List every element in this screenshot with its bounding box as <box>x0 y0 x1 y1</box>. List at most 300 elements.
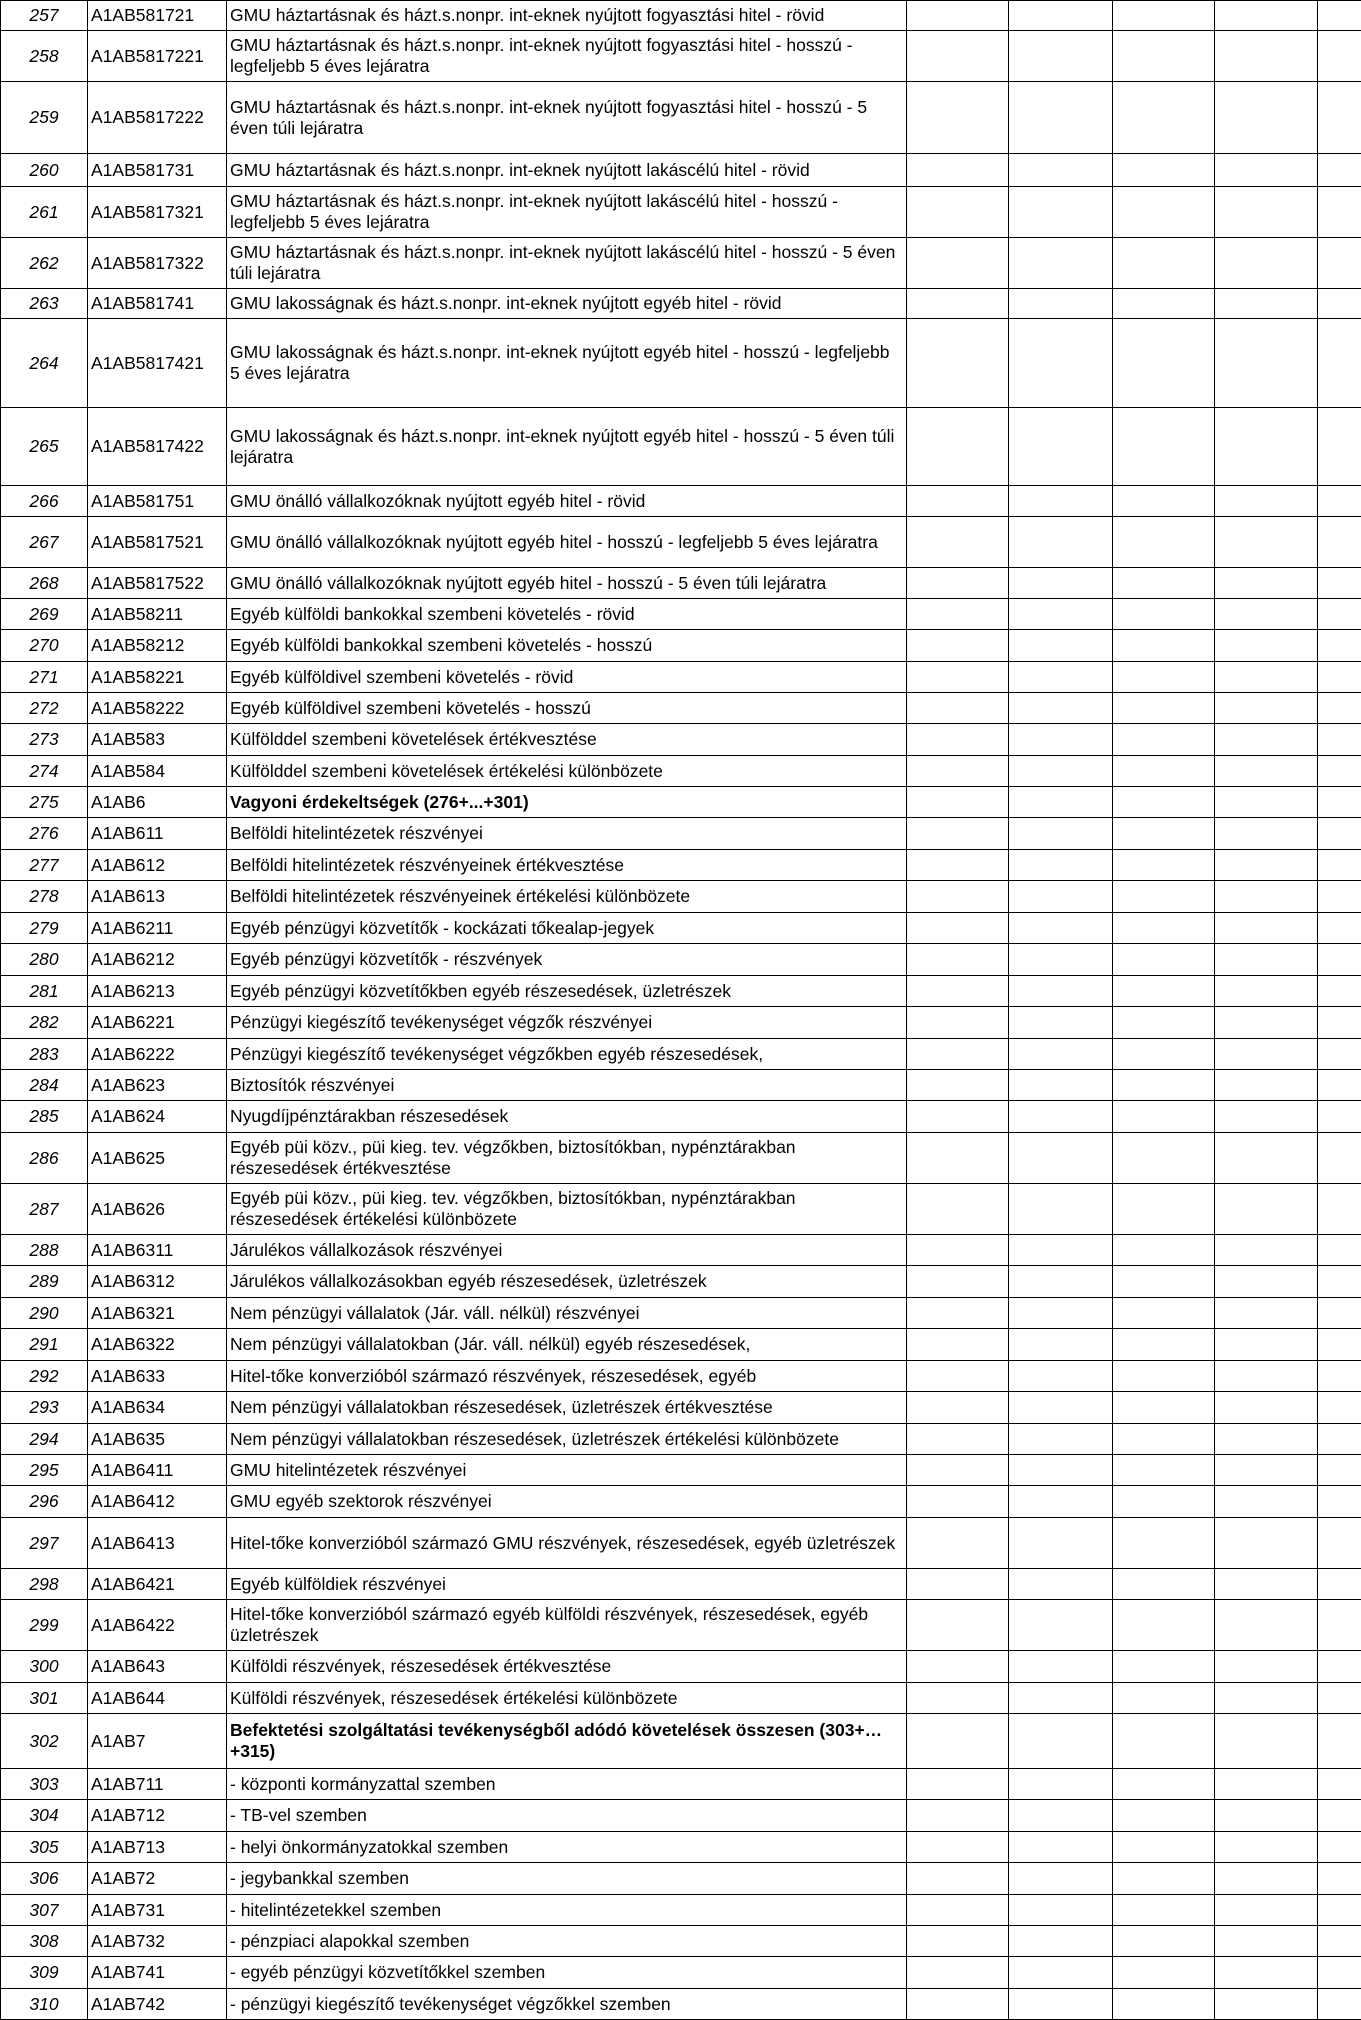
value-cell[interactable] <box>1215 944 1318 976</box>
value-cell[interactable] <box>1215 238 1318 289</box>
value-cell[interactable] <box>1215 1863 1318 1895</box>
value-cell[interactable] <box>1113 1957 1215 1989</box>
value-cell[interactable] <box>1113 818 1215 850</box>
value-cell[interactable] <box>1215 31 1318 82</box>
value-cell[interactable] <box>1009 1600 1113 1651</box>
value-cell[interactable] <box>1113 1 1215 31</box>
value-cell[interactable] <box>1009 1235 1113 1266</box>
value-cell[interactable] <box>1215 1424 1318 1455</box>
value-cell[interactable] <box>907 238 1009 289</box>
value-cell[interactable] <box>1113 1235 1215 1266</box>
row-number-cell: 277 <box>1 850 88 881</box>
value-cell[interactable] <box>907 31 1009 82</box>
value-cell[interactable] <box>1318 693 1361 724</box>
value-cell[interactable] <box>1215 1 1318 31</box>
value-cell[interactable] <box>907 1235 1009 1266</box>
value-cell[interactable] <box>1215 1298 1318 1329</box>
value-cell[interactable] <box>907 1266 1009 1298</box>
value-cell[interactable] <box>907 630 1009 662</box>
table-row <box>1 724 1361 756</box>
value-cell[interactable] <box>1009 1800 1113 1832</box>
value-cell[interactable] <box>1318 1832 1361 1863</box>
value-cell[interactable] <box>1215 319 1318 408</box>
row-number-cell: 268 <box>1 568 88 599</box>
value-cell[interactable] <box>1113 1832 1215 1863</box>
value-cell[interactable] <box>1215 1569 1318 1600</box>
value-cell[interactable] <box>1009 1266 1113 1298</box>
value-cell[interactable] <box>1318 913 1361 944</box>
value-cell[interactable] <box>1215 1957 1318 1989</box>
value-cell[interactable] <box>1009 1895 1113 1926</box>
value-cell[interactable] <box>1318 1361 1361 1392</box>
value-cell[interactable] <box>1113 976 1215 1007</box>
value-cell[interactable] <box>907 881 1009 913</box>
value-cell[interactable] <box>1318 976 1361 1007</box>
value-cell[interactable] <box>1009 693 1113 724</box>
value-cell[interactable] <box>1009 31 1113 82</box>
value-cell[interactable] <box>907 408 1009 486</box>
value-cell[interactable] <box>907 1518 1009 1569</box>
value-cell[interactable] <box>1318 1235 1361 1266</box>
value-cell[interactable] <box>1318 662 1361 693</box>
value-cell[interactable] <box>1113 1361 1215 1392</box>
value-cell[interactable] <box>1215 1235 1318 1266</box>
value-cell[interactable] <box>1215 724 1318 756</box>
code-cell: A1AB72 <box>88 1863 227 1895</box>
table-row <box>1 1518 1361 1569</box>
value-cell[interactable] <box>907 82 1009 154</box>
value-cell[interactable] <box>907 818 1009 850</box>
value-cell[interactable] <box>1215 1101 1318 1133</box>
row-number-cell: 303 <box>1 1769 88 1800</box>
row-number-cell: 299 <box>1 1600 88 1651</box>
value-cell[interactable] <box>1215 1714 1318 1769</box>
value-cell[interactable] <box>1318 1600 1361 1651</box>
row-number-cell: 288 <box>1 1235 88 1266</box>
value-cell[interactable] <box>1215 630 1318 662</box>
value-cell[interactable] <box>1215 913 1318 944</box>
value-cell[interactable] <box>1113 693 1215 724</box>
value-cell[interactable] <box>907 1600 1009 1651</box>
description-cell: Egyéb külföldi bankokkal szembeni követelés - rövid <box>227 599 907 630</box>
value-cell[interactable] <box>1215 881 1318 913</box>
value-cell[interactable] <box>1113 1486 1215 1518</box>
value-cell[interactable] <box>1113 1683 1215 1714</box>
value-cell[interactable] <box>907 1769 1009 1800</box>
row-number-cell: 301 <box>1 1683 88 1714</box>
value-cell[interactable] <box>907 1455 1009 1486</box>
value-cell[interactable] <box>1318 630 1361 662</box>
row-number-cell: 261 <box>1 187 88 238</box>
value-cell[interactable] <box>1318 1651 1361 1683</box>
value-cell[interactable] <box>1113 1600 1215 1651</box>
value-cell[interactable] <box>1009 787 1113 818</box>
value-cell[interactable] <box>1215 1329 1318 1361</box>
value-cell[interactable] <box>1009 881 1113 913</box>
value-cell[interactable] <box>1215 787 1318 818</box>
value-cell[interactable] <box>1318 1769 1361 1800</box>
value-cell[interactable] <box>907 787 1009 818</box>
value-cell[interactable] <box>1215 1361 1318 1392</box>
value-cell[interactable] <box>907 319 1009 408</box>
value-cell[interactable] <box>1318 818 1361 850</box>
value-cell[interactable] <box>1113 913 1215 944</box>
value-cell[interactable] <box>1113 31 1215 82</box>
value-cell[interactable] <box>1009 1486 1113 1518</box>
value-cell[interactable] <box>1009 818 1113 850</box>
value-cell[interactable] <box>1113 1392 1215 1424</box>
value-cell[interactable] <box>1009 187 1113 238</box>
value-cell[interactable] <box>1009 1039 1113 1070</box>
value-cell[interactable] <box>1113 1863 1215 1895</box>
value-cell[interactable] <box>1215 568 1318 599</box>
code-cell: A1AB742 <box>88 1989 227 2020</box>
row-number-cell: 270 <box>1 630 88 662</box>
value-cell[interactable] <box>1009 1683 1113 1714</box>
row-number-cell: 292 <box>1 1361 88 1392</box>
row-number-cell: 264 <box>1 319 88 408</box>
value-cell[interactable] <box>907 1039 1009 1070</box>
value-cell[interactable] <box>907 693 1009 724</box>
value-cell[interactable] <box>1009 913 1113 944</box>
code-cell: A1AB6411 <box>88 1455 227 1486</box>
value-cell[interactable] <box>1113 1133 1215 1184</box>
value-cell[interactable] <box>1215 693 1318 724</box>
value-cell[interactable] <box>907 1683 1009 1714</box>
value-cell[interactable] <box>1009 1863 1113 1895</box>
value-cell[interactable] <box>1215 187 1318 238</box>
table-row <box>1 913 1361 944</box>
value-cell[interactable] <box>907 1298 1009 1329</box>
value-cell[interactable] <box>1009 486 1113 517</box>
value-cell[interactable] <box>1113 82 1215 154</box>
value-cell[interactable] <box>1318 486 1361 517</box>
value-cell[interactable] <box>1318 187 1361 238</box>
value-cell[interactable] <box>1113 1101 1215 1133</box>
value-cell[interactable] <box>907 1957 1009 1989</box>
value-cell[interactable] <box>1113 944 1215 976</box>
value-cell[interactable] <box>1113 1895 1215 1926</box>
value-cell[interactable] <box>1113 662 1215 693</box>
value-cell[interactable] <box>1113 1039 1215 1070</box>
value-cell[interactable] <box>1009 517 1113 568</box>
value-cell[interactable] <box>1009 1 1113 31</box>
value-cell[interactable] <box>1009 154 1113 187</box>
value-cell[interactable] <box>1318 1895 1361 1926</box>
value-cell[interactable] <box>1318 724 1361 756</box>
code-cell: A1AB623 <box>88 1070 227 1101</box>
value-cell[interactable] <box>1318 238 1361 289</box>
description-cell: GMU háztartásnak és házt.s.nonpr. int-eknek nyújtott lakáscélú hitel - hosszú - 5 éven túli lejáratra <box>227 238 907 289</box>
value-cell[interactable] <box>1113 1800 1215 1832</box>
value-cell[interactable] <box>1215 408 1318 486</box>
value-cell[interactable] <box>1318 1070 1361 1101</box>
value-cell[interactable] <box>1113 1926 1215 1957</box>
value-cell[interactable] <box>1113 599 1215 630</box>
value-cell[interactable] <box>1215 1070 1318 1101</box>
value-cell[interactable] <box>1113 319 1215 408</box>
value-cell[interactable] <box>1215 1266 1318 1298</box>
value-cell[interactable] <box>1215 1039 1318 1070</box>
value-cell[interactable] <box>1009 1133 1113 1184</box>
value-cell[interactable] <box>907 1486 1009 1518</box>
value-cell[interactable] <box>1318 1714 1361 1769</box>
code-cell: A1AB5817222 <box>88 82 227 154</box>
value-cell[interactable] <box>1113 289 1215 319</box>
value-cell[interactable] <box>1215 1895 1318 1926</box>
value-cell[interactable] <box>907 1989 1009 2020</box>
value-cell[interactable] <box>1009 1455 1113 1486</box>
value-cell[interactable] <box>1009 408 1113 486</box>
value-cell[interactable] <box>1009 1361 1113 1392</box>
value-cell[interactable] <box>1009 630 1113 662</box>
value-cell[interactable] <box>1113 630 1215 662</box>
value-cell[interactable] <box>907 1569 1009 1600</box>
value-cell[interactable] <box>1318 1392 1361 1424</box>
value-cell[interactable] <box>1318 1039 1361 1070</box>
value-cell[interactable] <box>1318 1007 1361 1039</box>
value-cell[interactable] <box>1009 1926 1113 1957</box>
value-cell[interactable] <box>907 568 1009 599</box>
value-cell[interactable] <box>1009 1714 1113 1769</box>
table-row <box>1 1651 1361 1683</box>
value-cell[interactable] <box>1113 787 1215 818</box>
value-cell[interactable] <box>1009 238 1113 289</box>
value-cell[interactable] <box>1318 1863 1361 1895</box>
value-cell[interactable] <box>1113 408 1215 486</box>
value-cell[interactable] <box>1009 850 1113 881</box>
value-cell[interactable] <box>907 1714 1009 1769</box>
value-cell[interactable] <box>1009 1957 1113 1989</box>
value-cell[interactable] <box>1318 319 1361 408</box>
value-cell[interactable] <box>1318 517 1361 568</box>
value-cell[interactable] <box>1318 1800 1361 1832</box>
value-cell[interactable] <box>907 486 1009 517</box>
value-cell[interactable] <box>1009 1569 1113 1600</box>
value-cell[interactable] <box>907 724 1009 756</box>
value-cell[interactable] <box>907 944 1009 976</box>
value-cell[interactable] <box>1113 187 1215 238</box>
value-cell[interactable] <box>1113 1769 1215 1800</box>
value-cell[interactable] <box>907 1832 1009 1863</box>
value-cell[interactable] <box>1113 1184 1215 1235</box>
value-cell[interactable] <box>907 289 1009 319</box>
value-cell[interactable] <box>1009 319 1113 408</box>
value-cell[interactable] <box>1318 881 1361 913</box>
value-cell[interactable] <box>1009 1329 1113 1361</box>
row-number-cell: 281 <box>1 976 88 1007</box>
value-cell[interactable] <box>1113 1455 1215 1486</box>
value-cell[interactable] <box>1318 1926 1361 1957</box>
value-cell[interactable] <box>1215 1007 1318 1039</box>
value-cell[interactable] <box>907 187 1009 238</box>
value-cell[interactable] <box>1318 1518 1361 1569</box>
value-cell[interactable] <box>907 1329 1009 1361</box>
value-cell[interactable] <box>1215 1769 1318 1800</box>
value-cell[interactable] <box>1009 1769 1113 1800</box>
description-cell: Járulékos vállalkozásokban egyéb részesedések, üzletrészek <box>227 1266 907 1298</box>
value-cell[interactable] <box>907 1101 1009 1133</box>
value-cell[interactable] <box>1009 1989 1113 2020</box>
value-cell[interactable] <box>1113 1651 1215 1683</box>
value-cell[interactable] <box>907 1392 1009 1424</box>
value-cell[interactable] <box>907 1424 1009 1455</box>
value-cell[interactable] <box>1318 1 1361 31</box>
value-cell[interactable] <box>907 1926 1009 1957</box>
value-cell[interactable] <box>1009 756 1113 787</box>
value-cell[interactable] <box>1215 1392 1318 1424</box>
description-cell: Külföldi részvények, részesedések értékvesztése <box>227 1651 907 1683</box>
value-cell[interactable] <box>1318 82 1361 154</box>
value-cell[interactable] <box>1113 1298 1215 1329</box>
value-cell[interactable] <box>1318 599 1361 630</box>
value-cell[interactable] <box>1113 1007 1215 1039</box>
value-cell[interactable] <box>1113 881 1215 913</box>
value-cell[interactable] <box>907 1007 1009 1039</box>
value-cell[interactable] <box>1113 238 1215 289</box>
value-cell[interactable] <box>1318 568 1361 599</box>
code-cell: A1AB5817322 <box>88 238 227 289</box>
value-cell[interactable] <box>1318 408 1361 486</box>
value-cell[interactable] <box>1113 486 1215 517</box>
value-cell[interactable] <box>1009 1518 1113 1569</box>
value-cell[interactable] <box>1215 1832 1318 1863</box>
value-cell[interactable] <box>1215 818 1318 850</box>
code-cell: A1AB731 <box>88 1895 227 1926</box>
value-cell[interactable] <box>1009 599 1113 630</box>
value-cell[interactable] <box>1318 1184 1361 1235</box>
value-cell[interactable] <box>907 1070 1009 1101</box>
value-cell[interactable] <box>1318 289 1361 319</box>
code-cell: A1AB741 <box>88 1957 227 1989</box>
value-cell[interactable] <box>1113 850 1215 881</box>
value-cell[interactable] <box>1215 850 1318 881</box>
value-cell[interactable] <box>1009 944 1113 976</box>
value-cell[interactable] <box>1215 976 1318 1007</box>
value-cell[interactable] <box>907 850 1009 881</box>
value-cell[interactable] <box>1318 31 1361 82</box>
value-cell[interactable] <box>1318 1329 1361 1361</box>
value-cell[interactable] <box>1113 1266 1215 1298</box>
value-cell[interactable] <box>907 913 1009 944</box>
value-cell[interactable] <box>1113 756 1215 787</box>
value-cell[interactable] <box>1215 486 1318 517</box>
value-cell[interactable] <box>1113 517 1215 568</box>
value-cell[interactable] <box>1113 1070 1215 1101</box>
value-cell[interactable] <box>1318 154 1361 187</box>
value-cell[interactable] <box>907 976 1009 1007</box>
value-cell[interactable] <box>1113 1424 1215 1455</box>
value-cell[interactable] <box>1318 1486 1361 1518</box>
value-cell[interactable] <box>1215 756 1318 787</box>
value-cell[interactable] <box>907 1133 1009 1184</box>
value-cell[interactable] <box>1009 82 1113 154</box>
value-cell[interactable] <box>1215 1989 1318 2020</box>
value-cell[interactable] <box>907 1895 1009 1926</box>
value-cell[interactable] <box>1215 1926 1318 1957</box>
value-cell[interactable] <box>1009 568 1113 599</box>
value-cell[interactable] <box>1215 1184 1318 1235</box>
value-cell[interactable] <box>1009 1184 1113 1235</box>
value-cell[interactable] <box>1113 1329 1215 1361</box>
value-cell[interactable] <box>1215 1800 1318 1832</box>
description-cell: - jegybankkal szemben <box>227 1863 907 1895</box>
value-cell[interactable] <box>1009 1651 1113 1683</box>
value-cell[interactable] <box>1215 82 1318 154</box>
value-cell[interactable] <box>1009 662 1113 693</box>
value-cell[interactable] <box>907 1863 1009 1895</box>
value-cell[interactable] <box>1009 1832 1113 1863</box>
value-cell[interactable] <box>907 154 1009 187</box>
value-cell[interactable] <box>1318 1133 1361 1184</box>
value-cell[interactable] <box>1318 1298 1361 1329</box>
value-cell[interactable] <box>1113 1989 1215 2020</box>
value-cell[interactable] <box>1318 944 1361 976</box>
value-cell[interactable] <box>907 1184 1009 1235</box>
value-cell[interactable] <box>1215 1683 1318 1714</box>
value-cell[interactable] <box>1318 787 1361 818</box>
value-cell[interactable] <box>907 1 1009 31</box>
value-cell[interactable] <box>1318 1101 1361 1133</box>
value-cell[interactable] <box>907 599 1009 630</box>
table-row <box>1 568 1361 599</box>
value-cell[interactable] <box>1215 1486 1318 1518</box>
value-cell[interactable] <box>1318 1683 1361 1714</box>
value-cell[interactable] <box>1215 154 1318 187</box>
value-cell[interactable] <box>1318 1424 1361 1455</box>
value-cell[interactable] <box>1318 1957 1361 1989</box>
value-cell[interactable] <box>1009 1298 1113 1329</box>
value-cell[interactable] <box>1009 1101 1113 1133</box>
value-cell[interactable] <box>1215 1600 1318 1651</box>
value-cell[interactable] <box>1318 1455 1361 1486</box>
value-cell[interactable] <box>1215 599 1318 630</box>
value-cell[interactable] <box>1318 1266 1361 1298</box>
value-cell[interactable] <box>1009 724 1113 756</box>
value-cell[interactable] <box>1113 1714 1215 1769</box>
value-cell[interactable] <box>1215 662 1318 693</box>
value-cell[interactable] <box>1318 1989 1361 2020</box>
value-cell[interactable] <box>1215 1133 1318 1184</box>
value-cell[interactable] <box>1215 1518 1318 1569</box>
value-cell[interactable] <box>1318 850 1361 881</box>
value-cell[interactable] <box>1215 1455 1318 1486</box>
value-cell[interactable] <box>1009 1070 1113 1101</box>
value-cell[interactable] <box>1318 1569 1361 1600</box>
value-cell[interactable] <box>1113 724 1215 756</box>
value-cell[interactable] <box>1318 756 1361 787</box>
value-cell[interactable] <box>907 517 1009 568</box>
value-cell[interactable] <box>1009 1424 1113 1455</box>
value-cell[interactable] <box>1009 289 1113 319</box>
value-cell[interactable] <box>1009 1392 1113 1424</box>
value-cell[interactable] <box>1113 154 1215 187</box>
value-cell[interactable] <box>1113 568 1215 599</box>
value-cell[interactable] <box>1215 1651 1318 1683</box>
value-cell[interactable] <box>1009 976 1113 1007</box>
value-cell[interactable] <box>907 1361 1009 1392</box>
value-cell[interactable] <box>1113 1569 1215 1600</box>
value-cell[interactable] <box>1215 517 1318 568</box>
value-cell[interactable] <box>907 756 1009 787</box>
value-cell[interactable] <box>907 1800 1009 1832</box>
table-row <box>1 319 1361 408</box>
value-cell[interactable] <box>907 1651 1009 1683</box>
value-cell[interactable] <box>1009 1007 1113 1039</box>
value-cell[interactable] <box>907 662 1009 693</box>
value-cell[interactable] <box>1215 289 1318 319</box>
value-cell[interactable] <box>1113 1518 1215 1569</box>
